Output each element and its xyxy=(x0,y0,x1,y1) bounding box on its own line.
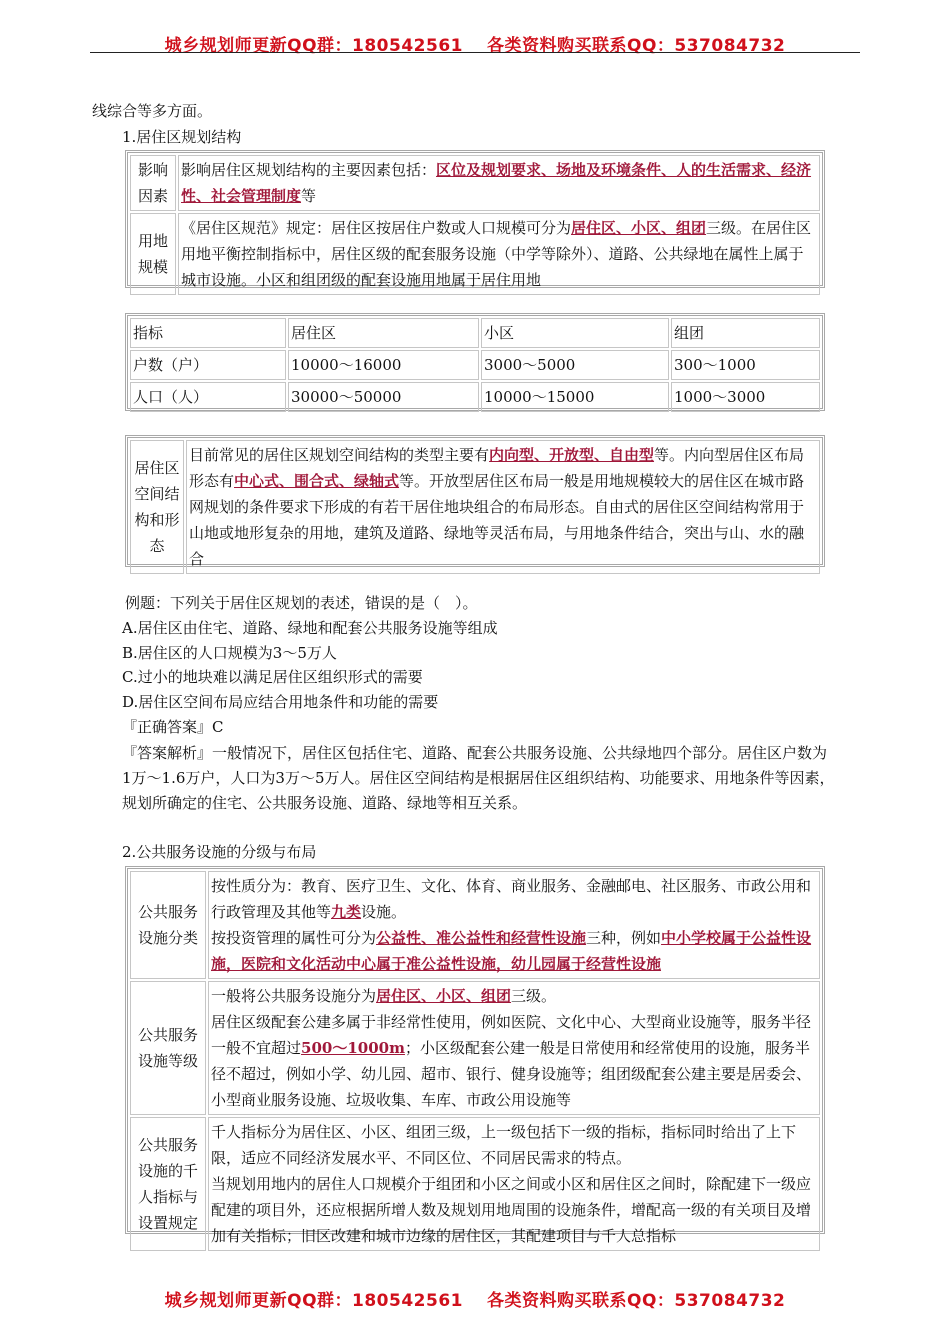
row-label-indicators: 公共服务设施的千人指标与设置规定 xyxy=(130,1117,206,1251)
cell: 30000～50000 xyxy=(288,382,479,412)
spatial-highlight-2: 中心式、围合式、绿轴式 xyxy=(234,472,400,490)
cell: 3000～5000 xyxy=(481,350,669,380)
option-a: A.居住区由住宅、道路、绿地和配套公共服务设施等组成 xyxy=(122,619,498,637)
factors-text: 影响居住区规划结构的主要因素包括： xyxy=(181,161,437,179)
grade-text-1: 一般将公共服务设施分为 xyxy=(211,987,377,1005)
facilities-table xyxy=(125,866,825,1245)
cell: 人口（人） xyxy=(130,382,286,412)
option-c: C.过小的地块难以满足居住区组织形式的需要 xyxy=(122,668,423,686)
answer: 『正确答案』C xyxy=(122,718,224,736)
grade-highlight-1: 居住区、小区、组团 xyxy=(376,987,512,1005)
classification-cell xyxy=(208,871,820,979)
row-label-classification: 公共服务设施分类 xyxy=(130,871,206,979)
spatial-text-2: 等。内向型居住区布局形态有 xyxy=(189,446,805,490)
table-row xyxy=(130,382,820,412)
cell: 户数（户） xyxy=(130,350,286,380)
section2-title: 2.公共服务设施的分级与布局 xyxy=(122,843,317,861)
classification-text-4: 三种，例如 xyxy=(586,929,662,947)
intro-text: 线综合等多方面。 xyxy=(92,102,213,120)
classification-text-1: 按性质分为：教育、医疗卫生、文化、体育、商业服务、金融邮电、社区服务、市政公用和行政管理及其他等 xyxy=(211,877,812,921)
row-label-grade: 公共服务设施等级 xyxy=(130,981,206,1115)
land-scale-text: 《居住区规范》规定：居住区按居住户数或人口规模可分为 xyxy=(181,219,572,237)
footer-banner xyxy=(0,1286,950,1311)
land-scale-cell xyxy=(178,213,820,295)
land-scale-highlight: 居住区、小区、组团 xyxy=(571,219,707,237)
indicator-table xyxy=(125,313,825,411)
structure-table xyxy=(125,150,825,288)
option-b: B.居住区的人口规模为3～5万人 xyxy=(122,644,337,662)
cell: 10000～15000 xyxy=(481,382,669,412)
grade-highlight-2: 500～1000m xyxy=(301,1039,405,1057)
classification-text-3: 按投资管理的属性可分为 xyxy=(211,929,377,947)
grade-text-3: 居住区级配套公建多属于非经常性使用，例如医院、文化中心、大型商业设施等，服务半径一般不宜超过 xyxy=(211,1013,812,1057)
spatial-text-3: 等。开放型居住区布局一般是用地规模较大的居住区在城市路网规划的条件要求下形成的有若干居住地块组合的布局形态。自由式的居住区空间结构常用于山地或地形复杂的用地，建筑及道路、绿地等灵活布局，与用地条件结合，突出与山、水的融合 xyxy=(189,472,805,568)
banner-contact: 各类资料购买联系QQ：537084732 xyxy=(487,36,786,56)
classification-highlight-3: 中小学校属于公益性设施，医院和文化活动中心属于准公益性设施，幼儿园属于经营性设施 xyxy=(211,929,812,973)
factors-highlight: 区位及规划要求、场地及环境条件、人的生活需求、经济性、社会管理制度 xyxy=(181,161,812,205)
section1-title: 1.居住区规划结构 xyxy=(122,128,242,146)
table-row xyxy=(130,350,820,380)
header-indicator: 指标 xyxy=(130,318,286,348)
row-label-land-scale: 用地规模 xyxy=(130,213,176,295)
row-label-spatial: 居住区空间结构和形态 xyxy=(130,440,184,574)
spatial-text-1: 目前常见的居住区规划空间结构的类型主要有 xyxy=(189,446,490,464)
grade-cell xyxy=(208,981,820,1115)
cell: 300～1000 xyxy=(671,350,820,380)
spatial-highlight-1: 内向型、开放型、自由型 xyxy=(489,446,655,464)
example-question: 例题：下列关于居住区规划的表述，错误的是（ ）。 xyxy=(125,594,478,612)
grade-text-2: 三级。 xyxy=(511,987,557,1005)
footer-contact: 各类资料购买联系QQ：537084732 xyxy=(487,1291,786,1311)
header-neighborhood: 小区 xyxy=(481,318,669,348)
indicators-text-1: 千人指标分为居住区、小区、组团三级，上一级包括下一级的指标，指标同时给出了上下限，适应不同经济发展水平、不同区位、不同居民需求的特点。 xyxy=(211,1123,797,1167)
cell: 1000～3000 xyxy=(671,382,820,412)
indicators-text-2: 当规划用地内的居住人口规模介于组团和小区之间或小区和居住区之间时，除配建下一级应配建的项目外，还应根据所增人数及规划用地周围的设施条件，增配高一级的有关项目及增加有关指标；旧区改建和城市边缘的居住区，其配建项目与千人总指标 xyxy=(211,1175,812,1245)
indicators-cell xyxy=(208,1117,820,1251)
land-scale-suffix: 三级。在居住区用地平衡控制指标中，居住区级的配套服务设施（中学等除外）、道路、公共绿地在属性上属于城市设施。小区和组团级的配套设施用地属于居住用地 xyxy=(181,219,812,289)
spatial-structure-table xyxy=(125,435,825,567)
classification-highlight-2: 公益性、准公益性和经营性设施 xyxy=(376,929,587,947)
classification-highlight-1: 九类 xyxy=(331,903,362,921)
row-label-factors: 影响因素 xyxy=(130,155,176,211)
factors-suffix: 等 xyxy=(301,187,317,205)
header-cluster: 组团 xyxy=(671,318,820,348)
factors-cell xyxy=(178,155,820,211)
answer-analysis: 『答案解析』一般情况下，居住区包括住宅、道路、配套公共服务设施、公共绿地四个部分。居住区户数为1万～1.6万户，人口为3万～5万人。居住区空间结构是根据居住区组织结构、功能要求、用地条件等因素，规划所确定的住宅、公共服务设施、道路、绿地等相互关系。 xyxy=(122,744,835,812)
banner-qq-group: 城乡规划师更新QQ群：180542561 xyxy=(164,36,463,56)
classification-text-2: 设施。 xyxy=(361,903,407,921)
footer-qq-group: 城乡规划师更新QQ群：180542561 xyxy=(164,1291,463,1311)
spatial-cell xyxy=(186,440,820,574)
option-d: D.居住区空间布局应结合用地条件和功能的需要 xyxy=(122,693,439,711)
header-residential-district: 居住区 xyxy=(288,318,479,348)
grade-text-4: ；小区级配套公建一般是日常使用和经常使用的设施，服务半径不超过，例如小学、幼儿园、超市、银行、健身设施等；组团级配套公建主要是居委会、小型商业服务设施、垃圾收集、车库、市政公用设施等 xyxy=(211,1039,812,1109)
cell: 10000～16000 xyxy=(288,350,479,380)
header-rule xyxy=(90,52,860,53)
